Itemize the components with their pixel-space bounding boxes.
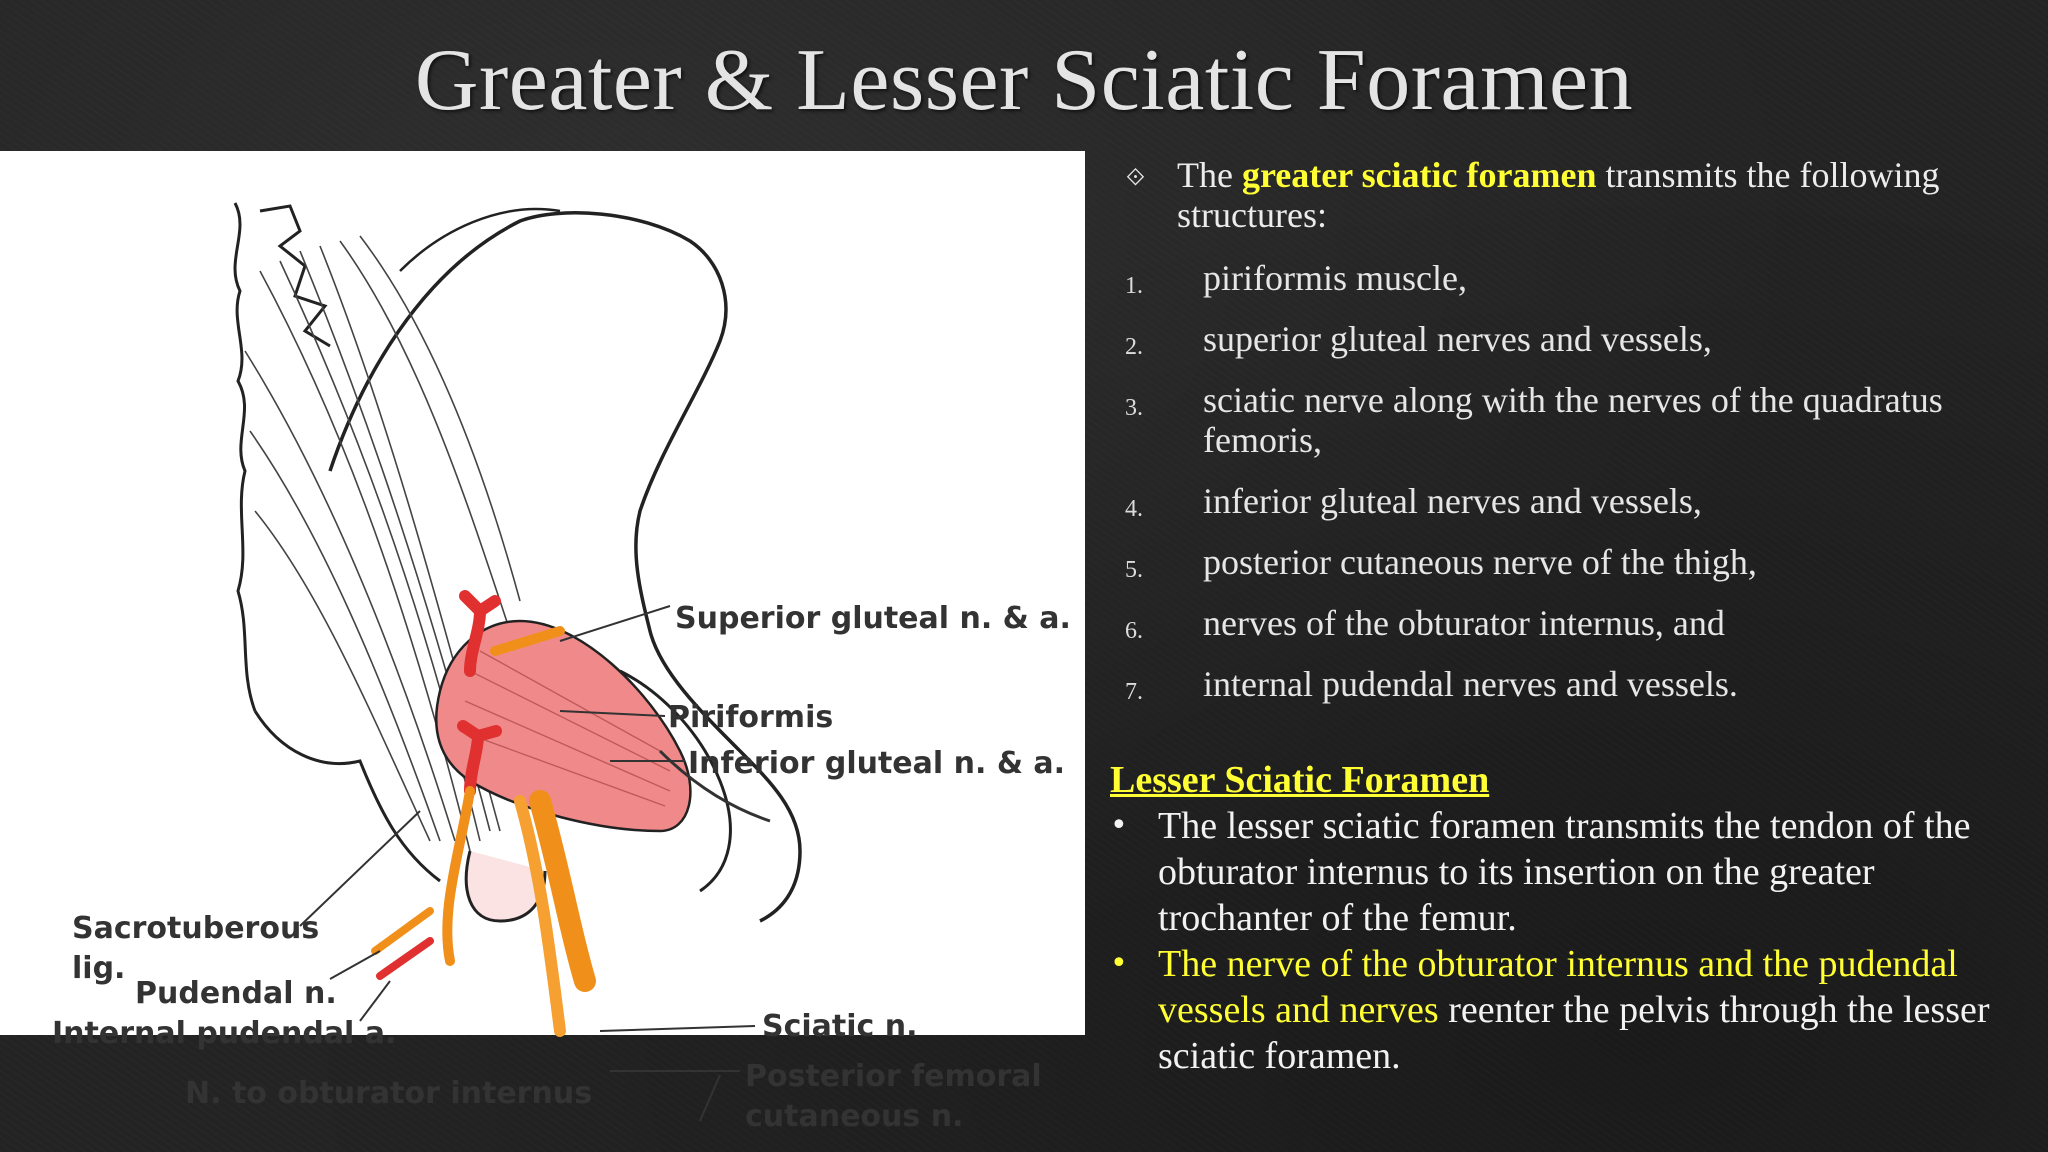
diamond-bullet-icon: ⟐ [1126,163,1145,191]
list-text: piriformis muscle, [1203,258,1467,298]
list-item [1125,380,2005,460]
lead-highlight: greater sciatic foramen [1241,155,1597,195]
list-item [1125,542,2005,582]
list-item [1125,258,2005,298]
anatomy-illustration [0,151,1085,1134]
sacrum-outline [235,203,255,711]
label-posterior-femoral-2: cutaneous n. [745,1099,964,1134]
label-superior-gluteal: Superior gluteal n. & a. [675,601,1071,636]
pelvis-lower-outline [255,711,440,881]
list-item [1125,664,2005,704]
label-internal-pudendal: Internal pudendal a. [52,1016,397,1051]
list-text: sciatic nerve along with the nerves of the quadratus femoris, [1203,380,1943,460]
bullet-dot-icon: • [1110,808,1128,843]
list-number: 5. [1125,557,1143,583]
bullet-highlight: The nerve of the obturator internus and the pudendal vessels and nerves [1158,943,1958,1031]
label-posterior-femoral-1: Posterior femoral [745,1059,1042,1094]
list-number: 3. [1125,395,1143,421]
bullet-item [1110,941,2000,1079]
bullet-text: reenter the pelvis through the lesser sciatic foramen. [1158,989,1990,1077]
list-item [1125,603,2005,643]
bullet-item [1110,803,2000,941]
label-sacrotuberous-2: lig. [72,951,126,986]
bullet-dot-icon: • [1110,946,1128,981]
sacrum-notches [260,206,330,346]
list-text: superior gluteal nerves and vessels, [1203,319,1712,359]
list-item [1125,319,2005,359]
label-sciatic: Sciatic n. [762,1009,918,1044]
list-text: internal pudendal nerves and vessels. [1203,664,1738,704]
label-piriformis: Piriformis [668,700,834,735]
list-number: 2. [1125,334,1143,360]
lead-before: The [1177,155,1242,195]
lead-after: transmits the following structures: [1177,155,1940,235]
bullet-text: The lesser sciatic foramen transmits the tendon of the obturator internus to its insertion on the greater trochanter of the femur. [1158,805,1971,939]
ilium-crest [400,209,560,271]
lesser-bullets [1110,803,2000,1079]
greater-lead [1177,155,2007,235]
list-text: posterior cutaneous nerve of the thigh, [1203,542,1757,582]
list-number: 4. [1125,496,1143,522]
list-text: nerves of the obturator internus, and [1203,603,1725,643]
label-inferior-gluteal: Inferior gluteal n. & a. [688,746,1066,781]
lesser-heading: Lesser Sciatic Foramen [1110,759,1490,801]
list-item [1125,481,2005,521]
list-number: 1. [1125,273,1143,299]
slide-title: Greater & Lesser Sciatic Foramen [414,32,1634,129]
label-sacrotuberous-1: Sacrotuberous [72,911,320,946]
greater-structures-list [1125,258,2005,725]
label-pudendal-n: Pudendal n. [135,976,337,1011]
list-number: 6. [1125,618,1143,644]
label-n-obturator: N. to obturator internus [185,1076,593,1111]
anatomy-figure [0,151,1085,1134]
list-number: 7. [1125,679,1143,705]
list-text: inferior gluteal nerves and vessels, [1203,481,1702,521]
